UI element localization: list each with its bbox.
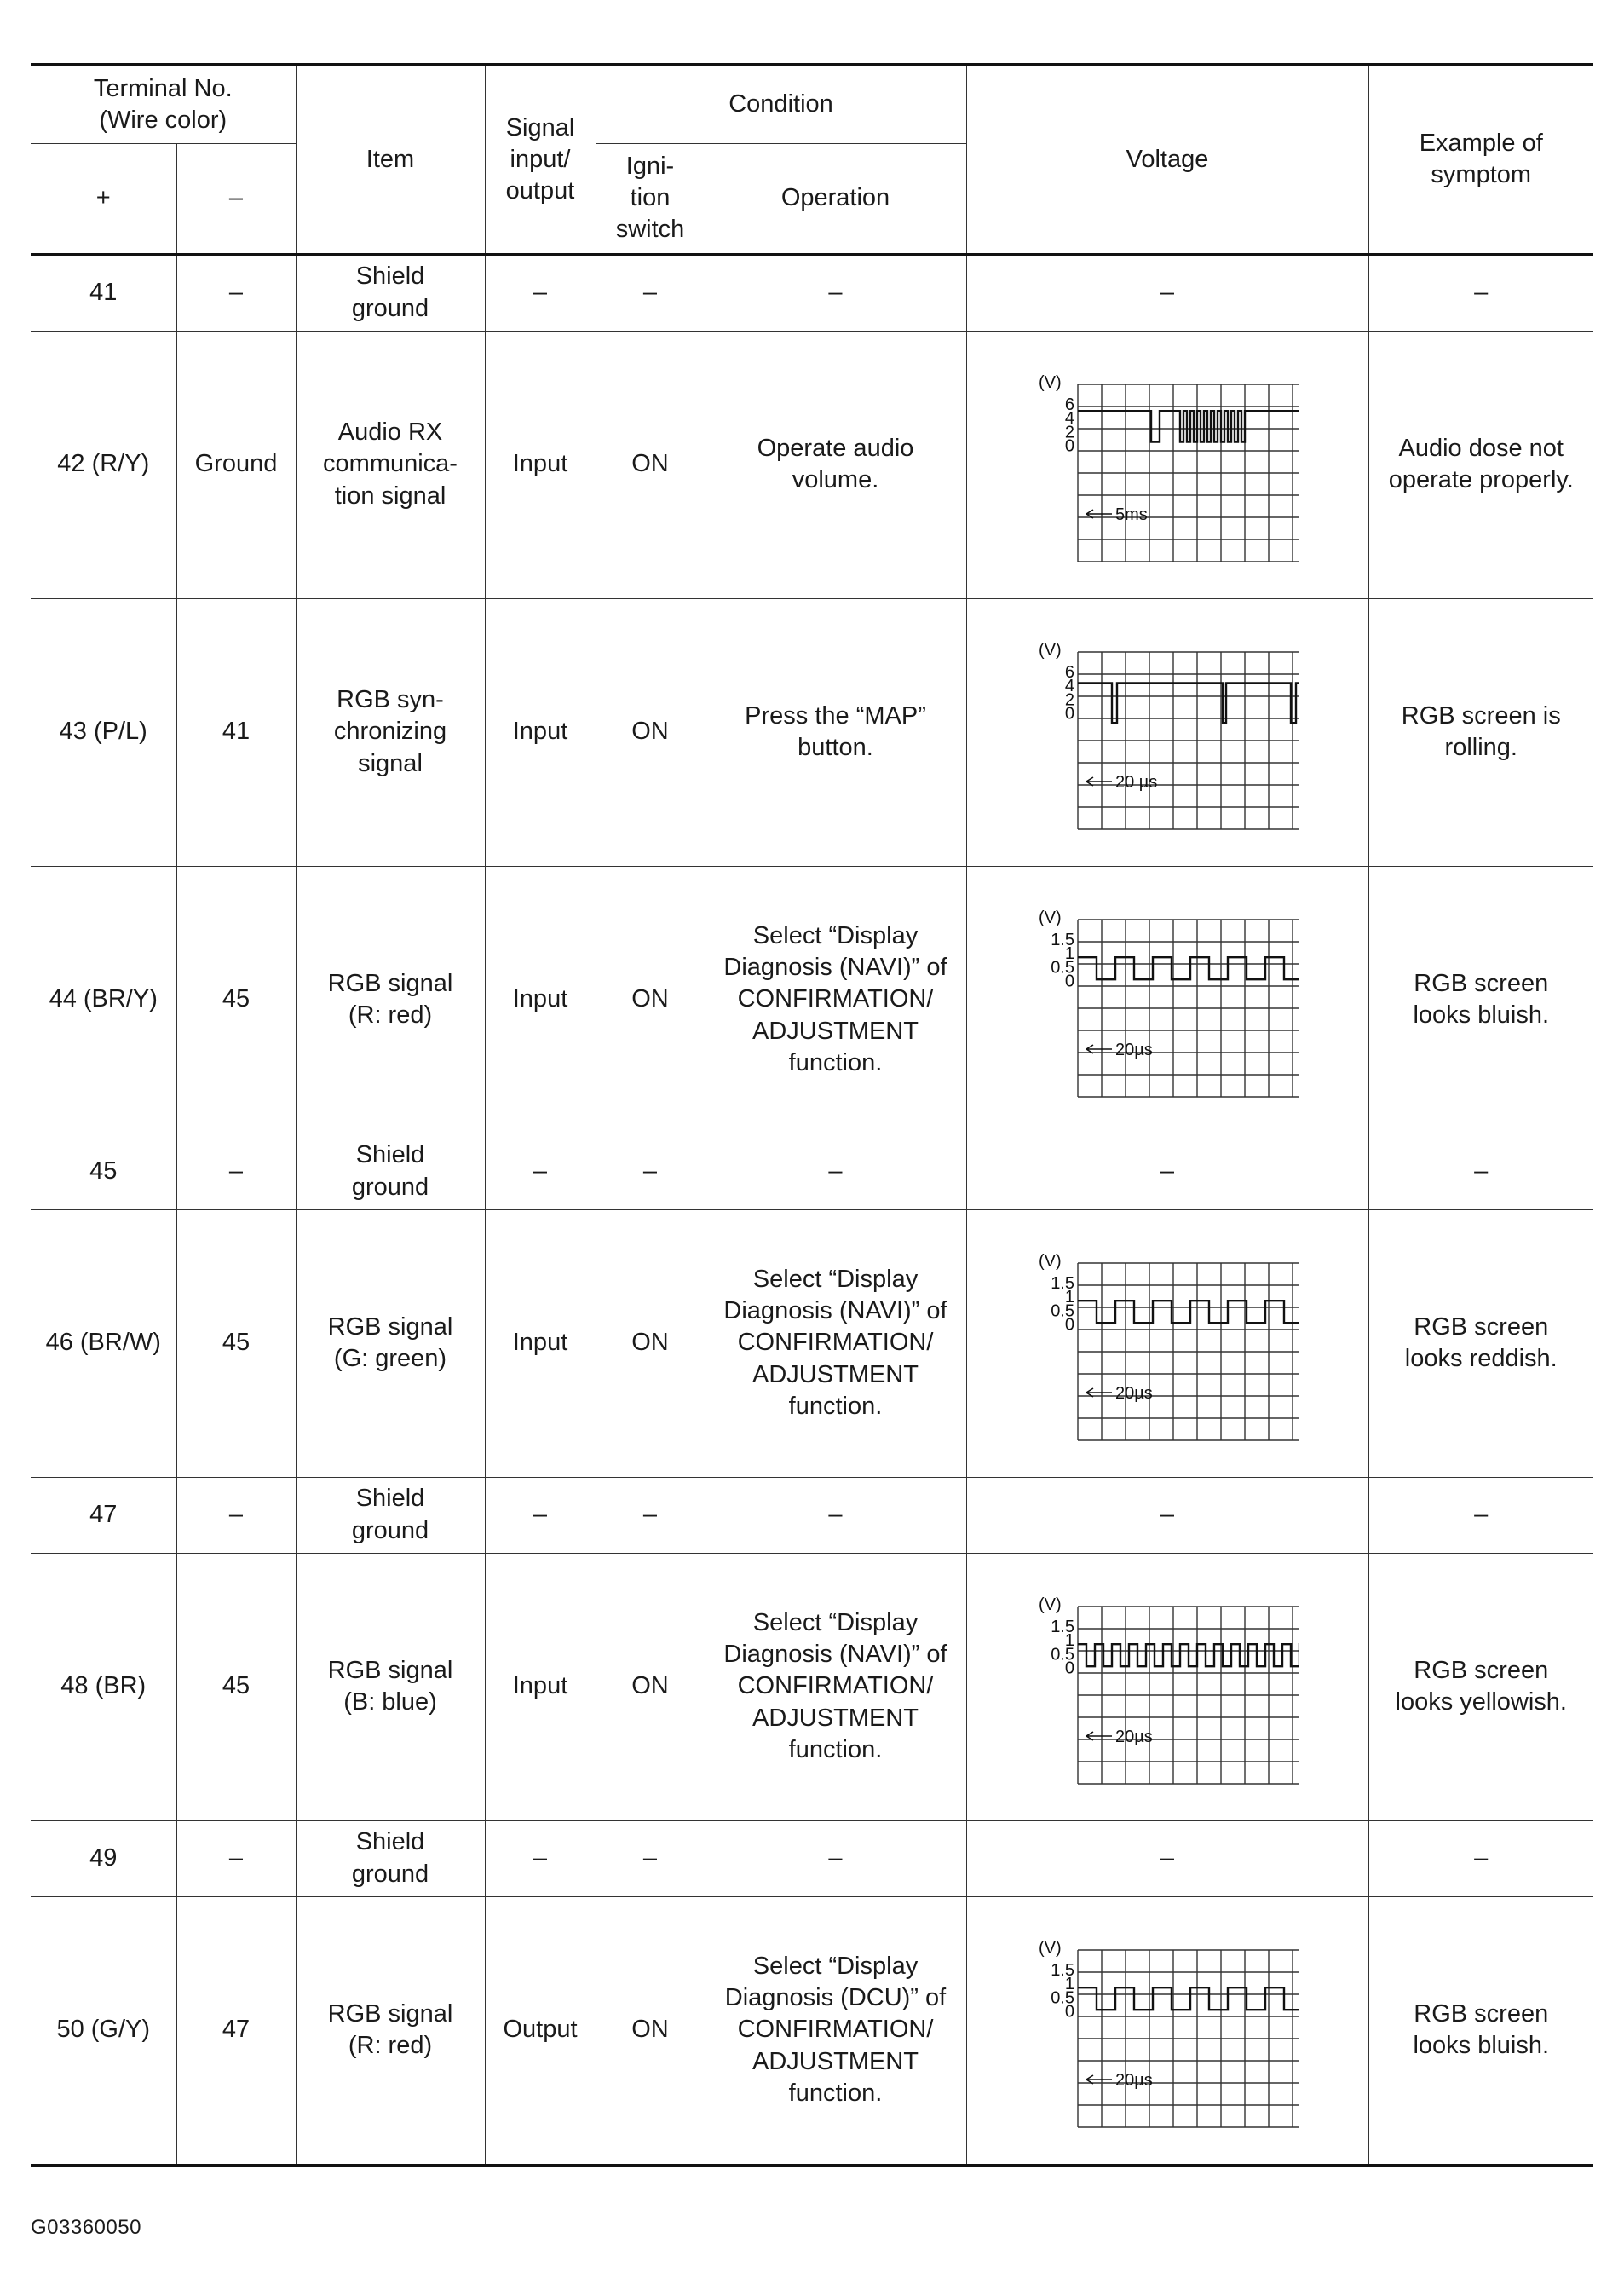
scope-unit-label: (V) xyxy=(1039,1252,1062,1271)
time-division-label: 20µs xyxy=(1115,1384,1153,1403)
scope-y-tick: 6 xyxy=(1064,395,1074,415)
item-cell: RGB signal (G: green) xyxy=(296,1209,485,1477)
scope-y-tick: 4 xyxy=(1064,677,1074,696)
voltage-cell xyxy=(966,1209,1368,1477)
signal-row xyxy=(31,598,1593,866)
scope-unit-label: (V) xyxy=(1039,641,1062,660)
scope-y-tick: 1.5 xyxy=(1051,1961,1074,1981)
operation-header: Operation xyxy=(705,143,966,254)
scope-y-tick: 2 xyxy=(1064,690,1074,710)
document-code: G03360050 xyxy=(31,2216,141,2239)
terminal-plus: 44 (BR/Y) xyxy=(31,866,176,1134)
item-cell: RGB signal (B: blue) xyxy=(296,1553,485,1820)
voltage-cell xyxy=(966,1896,1368,2166)
terminal-plus: 46 (BR/W) xyxy=(31,1209,176,1477)
terminal-minus: Ground xyxy=(176,331,296,598)
signal-io-cell: Input xyxy=(485,1209,596,1477)
item-header: Item xyxy=(296,65,485,254)
signal-row xyxy=(31,331,1593,598)
scope-unit-label: (V) xyxy=(1039,1939,1062,1958)
shield-row xyxy=(31,1820,1593,1896)
scope-trace xyxy=(1078,411,1299,441)
scope-grid xyxy=(1078,1263,1299,1440)
scope-y-tick: 1.5 xyxy=(1051,1618,1074,1637)
symptom-cell: RGB screen looks reddish. xyxy=(1368,1209,1593,1477)
ignition-cell: ON xyxy=(596,331,705,598)
signal-io-cell: – xyxy=(485,1820,596,1896)
scope-grid xyxy=(1078,920,1299,1097)
scope-y-tick: 0 xyxy=(1064,704,1074,724)
item-cell: RGB syn- chronizing signal xyxy=(296,598,485,866)
voltage-header: Voltage xyxy=(966,65,1368,254)
symptom-cell: RGB screen looks yellowish. xyxy=(1368,1553,1593,1820)
terminal-plus: 48 (BR) xyxy=(31,1553,176,1820)
oscilloscope-waveform xyxy=(1035,1584,1299,1789)
signal-io-cell: Input xyxy=(485,331,596,598)
operation-cell: – xyxy=(705,254,966,331)
signal-io-header: Signal input/ output xyxy=(485,65,596,254)
terminal-minus: 45 xyxy=(176,1209,296,1477)
scope-y-tick: 0 xyxy=(1064,1315,1074,1335)
symptom-header: Example of symptom xyxy=(1368,65,1593,254)
signal-io-cell: – xyxy=(485,1477,596,1553)
terminal-no-header: Terminal No. (Wire color) xyxy=(31,65,296,143)
signal-io-cell: Input xyxy=(485,1553,596,1820)
item-cell: Shield ground xyxy=(296,254,485,331)
signal-io-cell: Output xyxy=(485,1896,596,2166)
shield-row xyxy=(31,254,1593,331)
voltage-cell xyxy=(966,866,1368,1134)
item-cell: Shield ground xyxy=(296,1820,485,1896)
scope-y-tick: 0 xyxy=(1064,436,1074,456)
ignition-cell: – xyxy=(596,1477,705,1553)
scope-y-tick: 0 xyxy=(1064,2002,1074,2022)
scope-grid xyxy=(1078,652,1299,829)
scope-grid xyxy=(1078,1950,1299,2127)
shield-row xyxy=(31,1477,1593,1553)
terminal-minus: – xyxy=(176,254,296,331)
scope-y-tick: 0 xyxy=(1064,1659,1074,1678)
ignition-cell: ON xyxy=(596,866,705,1134)
voltage-cell xyxy=(966,598,1368,866)
scope-unit-label: (V) xyxy=(1039,1595,1062,1614)
item-cell: Audio RX communica- tion signal xyxy=(296,331,485,598)
symptom-cell: – xyxy=(1368,1820,1593,1896)
item-cell: RGB signal (R: red) xyxy=(296,866,485,1134)
scope-trace xyxy=(1078,1987,1299,2010)
symptom-cell: – xyxy=(1368,1134,1593,1209)
ignition-cell: – xyxy=(596,1820,705,1896)
scope-y-tick: 4 xyxy=(1064,409,1074,429)
voltage-cell: – xyxy=(966,1820,1368,1896)
terminal-plus: 47 xyxy=(31,1477,176,1553)
voltage-cell: – xyxy=(966,254,1368,331)
ignition-header: Igni- tion switch xyxy=(596,143,705,254)
operation-cell: Select “Display Diagnosis (NAVI)” of CONFIRMATION/ ADJUSTMENT function. xyxy=(705,1553,966,1820)
terminal-table-sheet xyxy=(31,63,1593,2167)
scope-y-tick: 2 xyxy=(1064,423,1074,442)
terminal-plus: 49 xyxy=(31,1820,176,1896)
operation-cell: – xyxy=(705,1820,966,1896)
signal-io-cell: – xyxy=(485,1134,596,1209)
scope-y-tick: 0.5 xyxy=(1051,1301,1074,1321)
terminal-minus: – xyxy=(176,1477,296,1553)
terminal-plus: 41 xyxy=(31,254,176,331)
time-division-label: 20 µs xyxy=(1115,773,1158,792)
terminal-plus: 45 xyxy=(31,1134,176,1209)
terminal-spec-table xyxy=(31,63,1593,2167)
oscilloscope-waveform xyxy=(1035,362,1299,567)
scope-trace xyxy=(1078,683,1299,723)
operation-cell: Select “Display Diagnosis (NAVI)” of CONFIRMATION/ ADJUSTMENT function. xyxy=(705,1209,966,1477)
terminal-minus: 47 xyxy=(176,1896,296,2166)
scope-y-tick: 1 xyxy=(1064,944,1074,964)
terminal-minus: – xyxy=(176,1134,296,1209)
signal-io-cell: Input xyxy=(485,866,596,1134)
operation-cell: – xyxy=(705,1134,966,1209)
scope-y-tick: 0.5 xyxy=(1051,1645,1074,1664)
time-division-label: 5ms xyxy=(1115,505,1148,524)
signal-row xyxy=(31,1896,1593,2166)
oscilloscope-waveform xyxy=(1035,1928,1299,2132)
terminal-plus: 42 (R/Y) xyxy=(31,331,176,598)
voltage-cell xyxy=(966,331,1368,598)
time-division-label: 20µs xyxy=(1115,2071,1153,2090)
terminal-plus: 43 (P/L) xyxy=(31,598,176,866)
ignition-cell: ON xyxy=(596,1553,705,1820)
scope-trace xyxy=(1078,1301,1299,1323)
time-division-label: 20µs xyxy=(1115,1728,1153,1746)
plus-header: + xyxy=(31,143,176,254)
terminal-plus: 50 (G/Y) xyxy=(31,1896,176,2166)
operation-cell: Press the “MAP” button. xyxy=(705,598,966,866)
scope-y-tick: 1 xyxy=(1064,1288,1074,1307)
voltage-cell xyxy=(966,1553,1368,1820)
terminal-minus: 45 xyxy=(176,1553,296,1820)
ignition-cell: – xyxy=(596,1134,705,1209)
item-cell: RGB signal (R: red) xyxy=(296,1896,485,2166)
symptom-cell: Audio dose not operate properly. xyxy=(1368,331,1593,598)
scope-y-tick: 0.5 xyxy=(1051,958,1074,978)
scope-y-tick: 1 xyxy=(1064,1631,1074,1651)
scope-grid xyxy=(1078,1607,1299,1784)
scope-unit-label: (V) xyxy=(1039,373,1062,392)
scope-y-tick: 1.5 xyxy=(1051,931,1074,950)
operation-cell: Select “Display Diagnosis (NAVI)” of CONFIRMATION/ ADJUSTMENT function. xyxy=(705,866,966,1134)
minus-header: – xyxy=(176,143,296,254)
scope-y-tick: 6 xyxy=(1064,663,1074,683)
scope-trace xyxy=(1078,1644,1299,1666)
signal-io-cell: – xyxy=(485,254,596,331)
symptom-cell: RGB screen is rolling. xyxy=(1368,598,1593,866)
symptom-cell: RGB screen looks bluish. xyxy=(1368,866,1593,1134)
terminal-minus: – xyxy=(176,1820,296,1896)
scope-y-tick: 1 xyxy=(1064,1975,1074,1994)
operation-cell: Select “Display Diagnosis (DCU)” of CONFIRMATION/ ADJUSTMENT function. xyxy=(705,1896,966,2166)
scope-y-tick: 0.5 xyxy=(1051,1988,1074,2008)
signal-io-cell: Input xyxy=(485,598,596,866)
scope-y-tick: 0 xyxy=(1064,972,1074,991)
condition-header: Condition xyxy=(596,65,966,143)
symptom-cell: – xyxy=(1368,1477,1593,1553)
scope-trace xyxy=(1078,957,1299,979)
ignition-cell: ON xyxy=(596,598,705,866)
scope-y-tick: 1.5 xyxy=(1051,1274,1074,1294)
item-cell: Shield ground xyxy=(296,1477,485,1553)
time-division-label: 20µs xyxy=(1115,1041,1153,1059)
ignition-cell: ON xyxy=(596,1209,705,1477)
item-cell: Shield ground xyxy=(296,1134,485,1209)
ignition-cell: ON xyxy=(596,1896,705,2166)
operation-cell: – xyxy=(705,1477,966,1553)
signal-row xyxy=(31,1209,1593,1477)
oscilloscope-waveform xyxy=(1035,630,1299,834)
terminal-minus: 45 xyxy=(176,866,296,1134)
oscilloscope-waveform xyxy=(1035,897,1299,1102)
voltage-cell: – xyxy=(966,1134,1368,1209)
scope-unit-label: (V) xyxy=(1039,909,1062,927)
oscilloscope-waveform xyxy=(1035,1241,1299,1445)
signal-row xyxy=(31,1553,1593,1820)
shield-row xyxy=(31,1134,1593,1209)
operation-cell: Operate audio volume. xyxy=(705,331,966,598)
signal-row xyxy=(31,866,1593,1134)
voltage-cell: – xyxy=(966,1477,1368,1553)
terminal-minus: 41 xyxy=(176,598,296,866)
symptom-cell: RGB screen looks bluish. xyxy=(1368,1896,1593,2166)
symptom-cell: – xyxy=(1368,254,1593,331)
ignition-cell: – xyxy=(596,254,705,331)
